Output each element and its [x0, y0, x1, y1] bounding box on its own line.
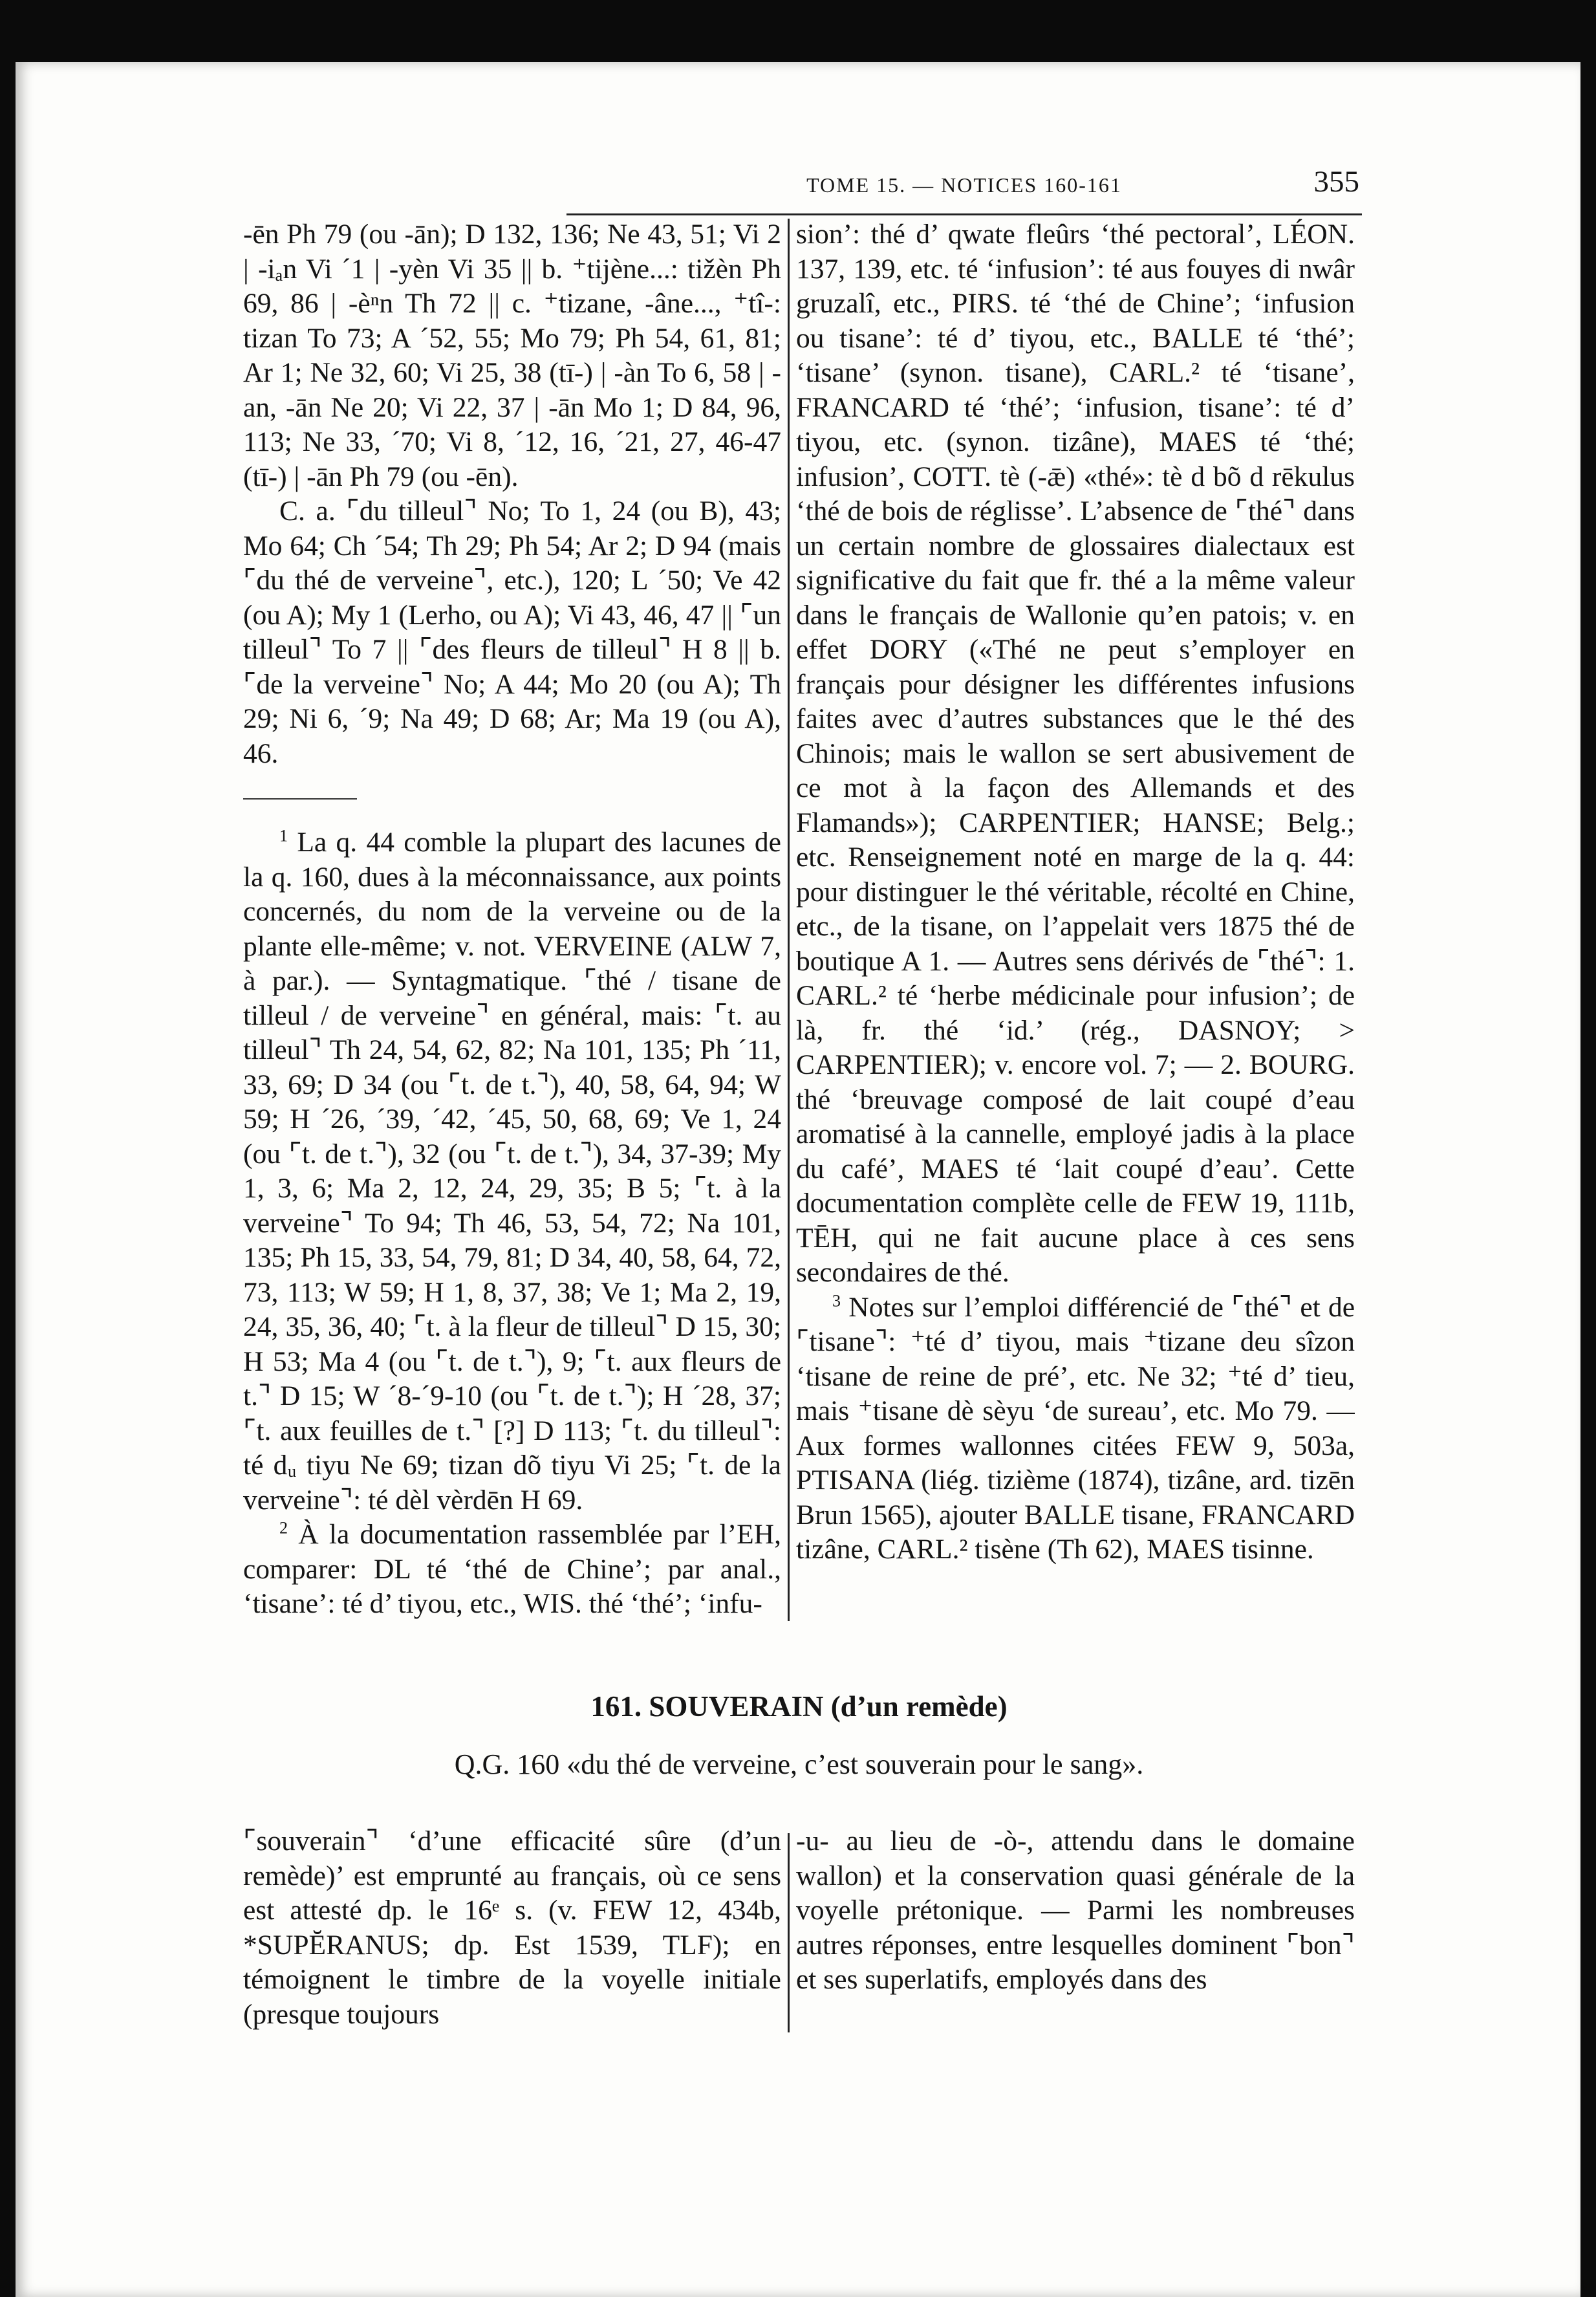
footnote-number: 1 — [279, 826, 288, 845]
footnote-number: 3 — [832, 1291, 841, 1310]
footnote-1 — [243, 825, 781, 1518]
column-divider — [788, 219, 790, 1621]
footnote-text: La q. 44 comble la plupart des lacunes de la q. 160, dues à la méconnaissance, aux points concernés, du nom de la verveine ou de la plante elle-même; v. not. VERVEINE (ALW 7, à par.). — Syntagmatique. ⌜thé / tisane de tilleul / de verveine⌝ en général, mais: ⌜t. au tilleul⌝ Th 24, 54, 62, 82; Na 101, 135; Ph ´11, 33, 69; D 34 (ou ⌜t. de t.⌝), 40, 58, 64, 94; W 59; H ´26, ´39, ´42, ´45, 50, 68, 69; Ve 1, 24 (ou ⌜t. de t.⌝), 32 (ou ⌜t. de t.⌝), 34, 37-39; My 1, 3, 6; Ma 2, 12, 24, 29, 35; B 5; ⌜t. à la verveine⌝ To 94; Th 46, 53, 54, 72; Na 101, 135; Ph 15, 33, 54, 79, 81; D 34, 40, 58, 64, 72, 73, 113; W 59; H 1, 8, 37, 38; Ve 1; Ma 2, 19, 24, 35, 36, 40; ⌜t. à la fleur de tilleul⌝ D 15, 30; H 53; Ma 4 (ou ⌜t. de t.⌝), 9; ⌜t. aux fleurs de t.⌝ D 15; W ´8-´9-10 (ou ⌜t. de t.⌝); H ´28, 37; ⌜t. aux feuilles de t.⌝ [?] D 113; ⌜t. du tilleul⌝: té dᵤ tiyu Ne 69; tizan dõ tiyu Vi 25; ⌜t. de la verveine⌝: té dèl vèrdēn H 69. — [243, 827, 781, 1516]
footnote-text: À la documentation rassemblée par l’EH, comparer: DL té ‘thé de Chine’; par anal., ‘tisane’: té d’ tiyou, etc., WIS. thé ‘thé’; ‘infu- — [243, 1519, 781, 1619]
running-header — [566, 162, 1362, 215]
paragraph: sion’: thé d’ qwate fleûrs ‘thé pectoral’, LÉON. 137, 139, etc. té ‘infusion’: té aus fouyes di nwâr gruzalî, etc., PIRS. té ‘thé de Chine’; ‘infusion ou tisane’: té d’ tiyou, etc., BALLE té ‘thé’; ‘tisane’ (synon. tisane), CARL.² té ‘tisane’, FRANCARD té ‘thé’; ‘infusion, tisane’: té d’ tiyou, etc. (synon. tizâne), MAES té ‘thé; infusion’, COTT. tè (-ǣ) «thé»: tè d bõ d rēkulus ‘thé de bois de réglisse’. L’absence de ⌜thé⌝ dans un certain nombre de glossaires dialectaux est significative du fait que fr. thé a la même valeur dans le français de Wallonie qu’en patois; v. en effet DORY («Thé ne peut s’employer en français pour désigner les différentes infusions faites avec d’autres substances que le thé des Chinois; mais le wallon se sert abusivement de ce mot à la façon des Allemands et des Flamands»); CARPENTIER; HANSE; Belg.; etc. Renseignement noté en marge de la q. 44: pour distinguer le thé véritable, récolté en Chine, etc., de la tisane, on l’appelait vers 1875 thé de boutique A 1. — Autres sens dérivés de ⌜thé⌝: 1. CARL.² té ‘herbe médicinale pour infusion’; de là, fr. thé ‘id.’ (rég., DASNOY; > CARPENTIER); v. encore vol. 7; — 2. BOURG. thé ‘breuvage composé de lait coupé d’eau aromatisé à la cannelle, employé jadis à la place du café’, MAES té ‘lait coupé d’eau’. Cette documentation complète celle de FEW 19, 111b, TĒH, qui ne fait aucune place à ces sens secondaires de thé. — [796, 219, 1355, 1288]
section-left-column — [243, 1824, 781, 2044]
section-question: Q.G. 160 «du thé de verveine, c’est souverain pour le sang». — [454, 1748, 1144, 1780]
right-column — [796, 217, 1355, 1633]
running-title: TOME 15. — NOTICES 160-161 — [806, 173, 1122, 197]
footnote-text: Notes sur l’emploi différencié de ⌜thé⌝ et de ⌜tisane⌝: ⁺té d’ tiyou, mais ⁺tizane deu sîzon ‘tisane de reine de pré’, etc. Ne 32; ⁺té d’ tieu, mais ⁺tisane dè sèyu ‘de sureau’, etc. Mo 79. — Aux formes wallonnes citées FEW 9, 503a, PTISANA (liég. tizième (1874), tizâne, ard. tizēn Brun 1565), ajouter BALLE tisane, FRANCARD tizâne, CARL.² tisène (Th 62), MAES tisinne. — [796, 1291, 1355, 1565]
paragraph: -ēn Ph 79 (ou -ān); D 132, 136; Ne 43, 51; Vi 2 | -iₐn Vi ´1 | -yèn Vi 35 || b. ⁺tijène...: tižèn Ph 69, 86 | -èⁿn Th 72 || c. ⁺tizane, -âne..., ⁺tî-: tizan To 73; A ´52, 55; Mo 79; Ph 54, 61, 81; Ar 1; Ne 32, 60; Vi 25, 38 (tī-) | -àn To 6, 58 | -an, -ān Ne 20; Vi 22, 37 | -ān Mo 1; D 84, 96, 113; Ne 33, ´70; Vi 8, ´12, 16, ´21, 27, 46-47 (tī-) | -ān Ph 79 (ou -ēn). — [243, 219, 781, 492]
footnote-separator — [243, 798, 357, 800]
page-number: 355 — [1313, 165, 1359, 199]
footnote-2 — [243, 1518, 781, 1622]
section-title: 161. SOUVERAIN (d’un remède) — [590, 1690, 1008, 1723]
footnote-number: 2 — [279, 1518, 288, 1538]
section-right-column — [796, 1824, 1355, 2044]
column-divider — [788, 1833, 790, 2032]
footnote-3 — [796, 1290, 1355, 1567]
paragraph: ⌜souverain⌝ ‘d’une efficacité sûre (d’un remède)’ est emprunté au français, où ce sens est attesté dp. le 16ᵉ s. (v. FEW 12, 434b, *SUPĔRANUS; dp. Est 1539, TLF); en témoignent le timbre de la voyelle initiale (presque toujours — [243, 1825, 781, 2030]
left-column — [243, 217, 781, 1633]
paragraph: -u- au lieu de -ò-, attendu dans le domaine wallon) et la conservation quasi générale de la voyelle prétonique. — Parmi les nombreuses autres réponses, entre lesquelles dominent ⌜bon⌝ et ses superlatifs, employés dans des — [796, 1825, 1355, 1995]
paragraph: C. a. ⌜du tilleul⌝ No; To 1, 24 (ou B), 43; Mo 64; Ch ´54; Th 29; Ph 54; Ar 2; D 94 (mais ⌜du thé de verveine⌝, etc.), 120; L ´50; Ve 42 (ou A); My 1 (Lerho, ou A); Vi 43, 46, 47 || ⌜un tilleul⌝ To 7 || ⌜des fleurs de tilleul⌝ H 8 || b. ⌜de la verveine⌝ No; A 44; Mo 20 (ou A); Th 29; Ni 6, ´9; Na 49; D 68; Ar; Ma 19 (ou A), 46. — [243, 495, 781, 769]
